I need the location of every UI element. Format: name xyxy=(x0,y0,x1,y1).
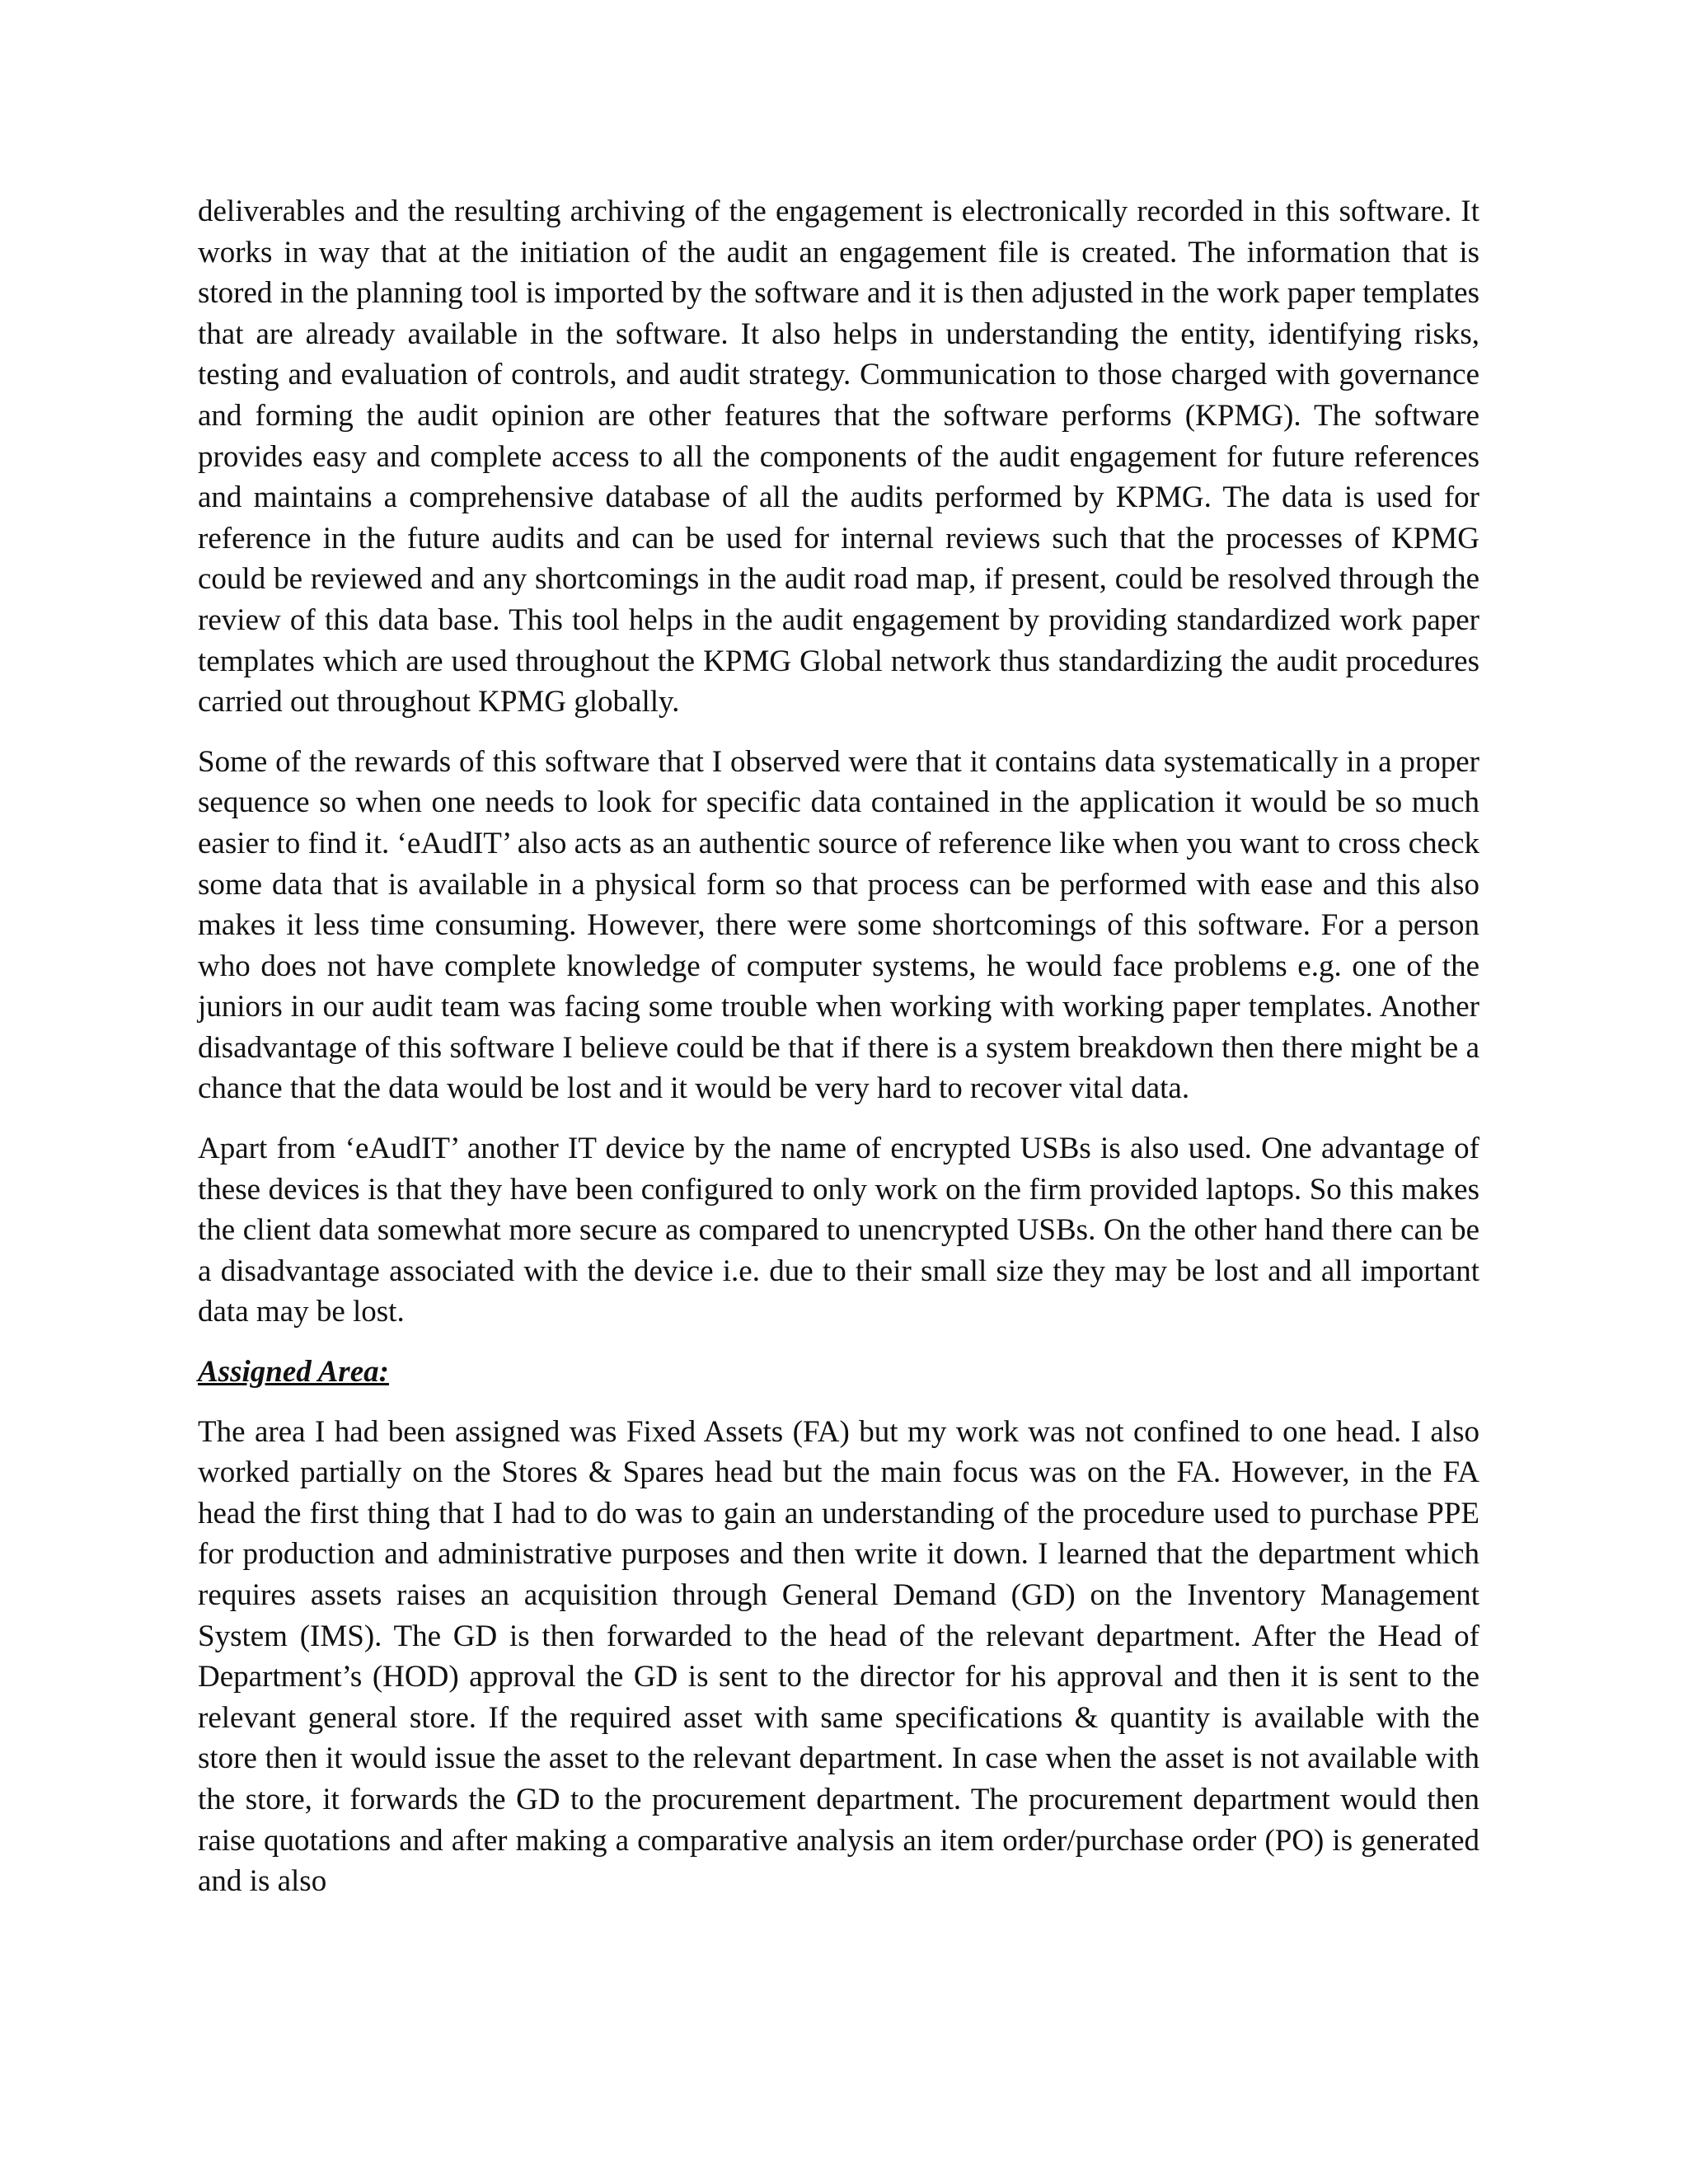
paragraph-eaudit-overview: deliverables and the resulting archiving of the engagement is electronically recorded in this software. It works in way that at the initiation of the audit an engagement file is created. The information that is stored in the planning tool is imported by the software and it is then adjusted in the work paper templates that are already available in the software. It also helps in understanding the entity, identifying risks, testing and evaluation of controls, and audit strategy. Communication to those charged with governance and forming the audit opinion are other features that the software performs (KPMG). The software provides easy and complete access to all the components of the audit engagement for future references and maintains a comprehensive database of all the audits performed by KPMG. The data is used for reference in the future audits and can be used for internal reviews such that the processes of KPMG could be reviewed and any shortcomings in the audit road map, if present, could be resolved through the review of this data base. This tool helps in the audit engagement by providing standardized work paper templates which are used throughout the KPMG Global network thus standardizing the audit procedures carried out throughout KPMG globally. xyxy=(198,194,1479,719)
paragraph-assigned-area: The area I had been assigned was Fixed Assets (FA) but my work was not confined to one head. I also worked partially on the Stores & Spares head but the main focus was on the FA. However, in the FA head the first thing that I had to do was to gain an understanding of the procedure used to purchase PPE for production and administrative purposes and then write it down. I learned that the department which requires assets raises an acquisition through General Demand (GD) on the Inventory Management System (IMS). The GD is then forwarded to the head of the relevant department. After the Head of Department’s (HOD) approval the GD is sent to the director for his approval and then it is sent to the relevant general store. If the required asset with same specifications & quantity is available with the store then it would issue the asset to the relevant department. In case when the asset is not available with the store, it forwards the GD to the procurement department. The procurement department would then raise quotations and after making a comparative analysis an item order/purchase order (PO) is generated and is also xyxy=(198,1414,1479,1899)
paragraph-software-rewards: Some of the rewards of this software that I observed were that it contains data systematically in a proper sequence so when one needs to look for specific data contained in the application it would be so much easier to find it. ‘eAudIT’ also acts as an authentic source of reference like when you want to cross check some data that is available in a physical form so that process can be performed with ease and this also makes it less time consuming. However, there were some shortcomings of this software. For a person who does not have complete knowledge of computer systems, he would face problems e.g. one of the juniors in our audit team was facing some trouble when working with working paper templates. Another disadvantage of this software I believe could be that if there is a system breakdown then there might be a chance that the data would be lost and it would be very hard to recover vital data. xyxy=(198,744,1479,1106)
section-heading-assigned-area: Assigned Area: xyxy=(198,1355,389,1390)
paragraph-encrypted-usbs: Apart from ‘eAudIT’ another IT device by the name of encrypted USBs is also used. One advantage of these devices is that they have been configured to only work on the firm provided laptops. So this makes the client data somewhat more secure as compared to unencrypted USBs. On the other hand there can be a disadvantage associated with the device i.e. due to their small size they may be lost and all important data may be lost. xyxy=(198,1132,1479,1329)
document-page xyxy=(198,191,1479,1921)
